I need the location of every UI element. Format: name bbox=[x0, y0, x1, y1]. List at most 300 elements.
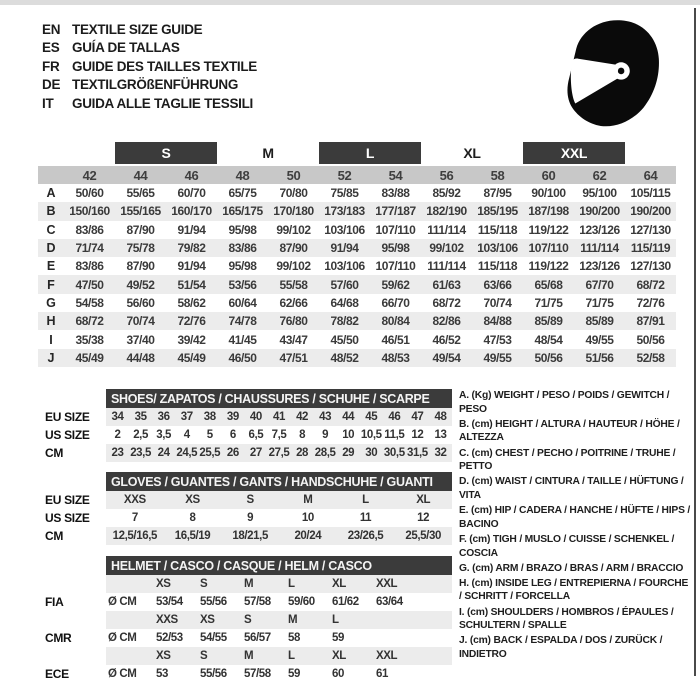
helmet-size: L bbox=[288, 650, 295, 662]
measurement-value: 68/72 bbox=[75, 314, 104, 329]
measurement-value: 91/94 bbox=[177, 222, 206, 237]
shoes-value: 8 bbox=[299, 429, 306, 441]
shoes-value: 24 bbox=[157, 447, 170, 459]
row-key: B bbox=[46, 204, 56, 219]
measurement-value: 119/122 bbox=[528, 259, 569, 274]
measurement-value: 45/49 bbox=[177, 350, 206, 365]
letter-size-xl: XL bbox=[463, 145, 481, 161]
shoes-row bbox=[106, 408, 452, 426]
gloves-value: 9 bbox=[247, 512, 254, 524]
measurement-value: 85/89 bbox=[585, 314, 614, 329]
helmet-value-row bbox=[106, 593, 452, 611]
measurement-value: 54/58 bbox=[75, 295, 104, 310]
helmet-value: 57/58 bbox=[244, 596, 271, 608]
gloves-value: 25,5/30 bbox=[405, 530, 441, 542]
measurement-value: 99/102 bbox=[276, 259, 311, 274]
measurement-value: 115/119 bbox=[630, 241, 671, 256]
helmet-value: 55/56 bbox=[200, 596, 227, 608]
letter-size-s: S bbox=[115, 142, 217, 164]
legend-item: D. (cm) WAIST / CINTURA / TAILLE / HÜFTUNG / VITA bbox=[459, 476, 684, 501]
measurement-value: 51/54 bbox=[177, 277, 206, 292]
measurement-value: 61/63 bbox=[432, 277, 461, 292]
shoes-value: 29 bbox=[342, 447, 355, 459]
measurement-value: 185/195 bbox=[477, 204, 518, 219]
measurement-value: 95/98 bbox=[228, 259, 257, 274]
shoes-value: 39 bbox=[226, 411, 239, 423]
measurement-value: 45/50 bbox=[330, 332, 359, 347]
measurement-value: 70/80 bbox=[279, 186, 308, 201]
measurement-value: 37/40 bbox=[126, 332, 155, 347]
numeric-size-row bbox=[38, 166, 676, 184]
helmet-value: 61 bbox=[376, 668, 388, 680]
helmet-value: 59/60 bbox=[288, 596, 315, 608]
measurement-value: 46/52 bbox=[432, 332, 461, 347]
helmet-unit: Ø CM bbox=[108, 596, 137, 608]
measurement-value: 83/86 bbox=[75, 259, 104, 274]
measurement-value: 187/198 bbox=[528, 204, 569, 219]
page-top-edge bbox=[0, 0, 700, 5]
gloves-value: XS bbox=[185, 494, 200, 506]
measurement-value: 99/102 bbox=[429, 241, 464, 256]
measurement-row-j bbox=[38, 349, 676, 367]
language-code: DE bbox=[42, 77, 61, 93]
helmet-size: XXL bbox=[376, 650, 398, 662]
helmet-size: XS bbox=[200, 614, 215, 626]
measurement-value: 84/88 bbox=[483, 314, 512, 329]
gloves-value: 7 bbox=[131, 512, 138, 524]
shoes-value: 41 bbox=[272, 411, 285, 423]
helmet-standard-label: ECE bbox=[45, 667, 69, 681]
measurement-value: 78/82 bbox=[330, 314, 359, 329]
helmet-size: M bbox=[244, 578, 254, 590]
row-key: E bbox=[46, 259, 56, 274]
gloves-section-title: GLOVES / GUANTES / GANTS / HANDSCHUHE / GUANTI bbox=[106, 472, 452, 491]
helmet-standard-label: FIA bbox=[45, 595, 64, 609]
measurement-row-f bbox=[38, 275, 676, 293]
numeric-size: 52 bbox=[337, 167, 352, 183]
numeric-size: 44 bbox=[133, 167, 148, 183]
helmet-size: XS bbox=[156, 650, 171, 662]
row-key: H bbox=[46, 314, 56, 329]
shoes-value: 6,5 bbox=[248, 429, 264, 441]
language-label: GUIDE DES TAILLES TEXTILE bbox=[72, 58, 258, 74]
legend-item: F. (cm) TIGH / MUSLO / CUISSE / SCHENKEL / COSCIA bbox=[459, 533, 675, 559]
gloves-table bbox=[106, 491, 452, 545]
measurement-value: 74/78 bbox=[228, 314, 257, 329]
measurement-value: 53/56 bbox=[228, 277, 257, 292]
legend-item: E. (cm) HIP / CADERA / HANCHE / HÜFTE / HIPS / BACINO bbox=[459, 505, 691, 530]
language-label: GUIDA ALLE TAGLIE TESSILI bbox=[72, 95, 253, 111]
helmet-value: 61/62 bbox=[332, 596, 359, 608]
gloves-row-labels bbox=[45, 491, 105, 545]
measurement-value: 177/187 bbox=[375, 204, 416, 219]
measurement-value: 115/118 bbox=[477, 222, 518, 237]
helmet-value-row bbox=[106, 665, 452, 683]
measurement-value: 107/110 bbox=[528, 241, 569, 256]
measurement-value: 87/91 bbox=[636, 314, 665, 329]
helmet-unit: Ø CM bbox=[108, 632, 137, 644]
measurement-value: 119/122 bbox=[528, 222, 569, 237]
shoes-label: CM bbox=[45, 446, 64, 460]
letter-size-l: L bbox=[319, 142, 421, 164]
shoes-label: EU SIZE bbox=[45, 410, 90, 424]
shoes-value: 27 bbox=[249, 447, 262, 459]
measurement-value: 70/74 bbox=[483, 295, 512, 310]
legend-item: G. (cm) ARM / BRAZO / BRAS / ARM / BRACCIO bbox=[459, 562, 684, 574]
helmet-size: XXL bbox=[376, 578, 398, 590]
row-key: G bbox=[46, 295, 56, 310]
measurement-value: 150/160 bbox=[69, 204, 110, 219]
shoes-value: 3,5 bbox=[156, 429, 172, 441]
measurement-value: 60/64 bbox=[228, 295, 257, 310]
shoes-label: US SIZE bbox=[45, 428, 90, 442]
shoes-value: 27,5 bbox=[268, 447, 290, 459]
helmet-value: 53/54 bbox=[156, 596, 183, 608]
shoes-value: 6 bbox=[229, 429, 236, 441]
language-row bbox=[42, 76, 257, 95]
letter-size-xxl: XXL bbox=[523, 142, 625, 164]
shoes-value: 43 bbox=[319, 411, 332, 423]
measurement-value: 58/62 bbox=[177, 295, 206, 310]
language-row bbox=[42, 57, 257, 76]
measurement-value: 49/54 bbox=[432, 350, 461, 365]
shoes-value: 4 bbox=[183, 429, 190, 441]
gloves-row bbox=[106, 509, 452, 527]
measurement-value: 115/118 bbox=[477, 259, 518, 274]
helmet-label-spacer bbox=[45, 575, 105, 593]
measurement-value: 47/50 bbox=[75, 277, 104, 292]
measurement-value: 71/75 bbox=[585, 295, 614, 310]
shoes-value: 5 bbox=[206, 429, 213, 441]
measurement-value: 87/95 bbox=[483, 186, 512, 201]
numeric-size: 54 bbox=[388, 167, 403, 183]
helmet-size-row bbox=[106, 647, 452, 665]
measurement-value: 99/102 bbox=[276, 222, 311, 237]
row-key: D bbox=[46, 241, 56, 256]
language-code: FR bbox=[42, 58, 60, 74]
measurement-value: 68/72 bbox=[432, 295, 461, 310]
measurement-value: 59/62 bbox=[381, 277, 410, 292]
shoes-value: 48 bbox=[434, 411, 447, 423]
measurement-value: 111/114 bbox=[427, 259, 466, 274]
shoes-value: 47 bbox=[411, 411, 424, 423]
measurement-row-e bbox=[38, 257, 676, 275]
measurement-value: 83/86 bbox=[75, 222, 104, 237]
measurement-value: 49/55 bbox=[585, 332, 614, 347]
shoes-row-labels bbox=[45, 408, 105, 462]
gloves-row bbox=[106, 491, 452, 509]
measurement-value: 49/52 bbox=[126, 277, 155, 292]
gloves-label: EU SIZE bbox=[45, 493, 90, 507]
shoes-value: 40 bbox=[249, 411, 262, 423]
letter-size-m: M bbox=[262, 145, 274, 161]
measurement-row-h bbox=[38, 312, 676, 330]
shoes-row bbox=[106, 426, 452, 444]
measurement-value: 49/55 bbox=[483, 350, 512, 365]
measurement-value: 95/98 bbox=[381, 241, 410, 256]
legend-item: J. (cm) BACK / ESPALDA / DOS / ZURÜCK / INDIETRO bbox=[459, 635, 663, 661]
measurement-value: 35/38 bbox=[75, 332, 104, 347]
measurement-value: 67/70 bbox=[585, 277, 614, 292]
language-code: ES bbox=[42, 40, 60, 56]
measurement-value: 95/100 bbox=[582, 186, 617, 201]
measurement-value: 47/53 bbox=[483, 332, 512, 347]
measurement-value: 65/75 bbox=[228, 186, 257, 201]
measurement-value: 105/115 bbox=[630, 186, 671, 201]
numeric-size: 58 bbox=[490, 167, 505, 183]
helmet-row-labels bbox=[45, 575, 105, 683]
measurement-value: 41/45 bbox=[228, 332, 257, 347]
shoes-value: 35 bbox=[134, 411, 147, 423]
gloves-value: L bbox=[362, 494, 369, 506]
measurement-value: 160/170 bbox=[171, 204, 212, 219]
gloves-value: M bbox=[303, 494, 313, 506]
shoes-section-title: SHOES/ ZAPATOS / CHAUSSURES / SCHUHE / SCARPE bbox=[106, 389, 452, 408]
shoes-value: 30 bbox=[365, 447, 378, 459]
measurement-value: 87/90 bbox=[126, 259, 155, 274]
measurement-value: 71/75 bbox=[534, 295, 563, 310]
measurement-value: 71/74 bbox=[75, 241, 104, 256]
measurement-value: 83/88 bbox=[381, 186, 410, 201]
measurement-value: 48/53 bbox=[381, 350, 410, 365]
gloves-value: XL bbox=[416, 494, 431, 506]
shoes-value: 31,5 bbox=[406, 447, 428, 459]
measurement-value: 51/56 bbox=[585, 350, 614, 365]
helmet-size: S bbox=[200, 650, 208, 662]
measurement-value: 43/47 bbox=[279, 332, 308, 347]
measurement-value: 75/85 bbox=[330, 186, 359, 201]
measurement-legend bbox=[459, 389, 693, 663]
measurement-value: 111/114 bbox=[580, 241, 619, 256]
measurement-value: 190/200 bbox=[630, 204, 671, 219]
shoes-value: 25,5 bbox=[199, 447, 221, 459]
gloves-value: S bbox=[246, 494, 254, 506]
row-key: C bbox=[46, 222, 56, 237]
measurement-value: 46/50 bbox=[228, 350, 257, 365]
shoes-value: 30,5 bbox=[383, 447, 405, 459]
measurement-value: 50/56 bbox=[534, 350, 563, 365]
row-key: A bbox=[46, 186, 56, 201]
measurement-value: 66/70 bbox=[381, 295, 410, 310]
shoes-value: 46 bbox=[388, 411, 401, 423]
helmet-value: 53 bbox=[156, 668, 168, 680]
shoes-value: 44 bbox=[342, 411, 355, 423]
measurement-value: 155/165 bbox=[120, 204, 161, 219]
gloves-value: 12 bbox=[417, 512, 430, 524]
measurement-value: 79/82 bbox=[177, 241, 206, 256]
measurement-value: 50/56 bbox=[636, 332, 665, 347]
row-key: I bbox=[49, 332, 53, 347]
helmet-value: 60 bbox=[332, 668, 344, 680]
language-row bbox=[42, 94, 257, 113]
language-row bbox=[42, 39, 257, 58]
measurement-value: 48/54 bbox=[534, 332, 563, 347]
measurement-value: 60/70 bbox=[177, 186, 206, 201]
measurement-value: 65/68 bbox=[534, 277, 563, 292]
helmet-size-row bbox=[106, 575, 452, 593]
helmet-table bbox=[106, 575, 452, 683]
measurement-value: 85/89 bbox=[534, 314, 563, 329]
shoes-value: 28,5 bbox=[314, 447, 336, 459]
textile-size-table bbox=[38, 142, 676, 367]
gloves-value: 16,5/19 bbox=[174, 530, 211, 542]
helmet-size: M bbox=[288, 614, 298, 626]
helmet-section-title: HELMET / CASCO / CASQUE / HELM / CASCO bbox=[106, 556, 452, 575]
shoes-value: 13 bbox=[434, 429, 447, 441]
helmet-size-row bbox=[106, 611, 452, 629]
measurement-value: 39/42 bbox=[177, 332, 206, 347]
measurement-row-a bbox=[38, 184, 676, 202]
helmet-size: S bbox=[244, 614, 252, 626]
helmet-value: 63/64 bbox=[376, 596, 403, 608]
measurement-value: 82/86 bbox=[432, 314, 461, 329]
language-label: TEXTILE SIZE GUIDE bbox=[72, 21, 203, 37]
measurement-value: 123/126 bbox=[579, 259, 620, 274]
measurement-value: 56/60 bbox=[126, 295, 155, 310]
numeric-size: 62 bbox=[592, 167, 607, 183]
helmet-value: 56/57 bbox=[244, 632, 271, 644]
shoes-row bbox=[106, 444, 452, 462]
measurement-value: 165/175 bbox=[222, 204, 263, 219]
measurement-value: 182/190 bbox=[426, 204, 467, 219]
measurement-value: 91/94 bbox=[177, 259, 206, 274]
helmet-value: 55/56 bbox=[200, 668, 227, 680]
measurement-value: 190/200 bbox=[579, 204, 620, 219]
legend-item: A. (Kg) WEIGHT / PESO / POIDS / GEWITCH / PESO bbox=[459, 390, 670, 415]
helmet-size: XS bbox=[156, 578, 171, 590]
measurement-value: 170/180 bbox=[273, 204, 314, 219]
legend-item: B. (cm) HEIGHT / ALTURA / HAUTEUR / HÖHE / ALTEZZA bbox=[459, 418, 680, 444]
numeric-size: 50 bbox=[286, 167, 301, 183]
measurement-value: 72/76 bbox=[177, 314, 206, 329]
measurement-value: 123/126 bbox=[579, 222, 620, 237]
measurement-value: 55/65 bbox=[126, 186, 155, 201]
helmet-size: L bbox=[332, 614, 339, 626]
numeric-size: 60 bbox=[541, 167, 556, 183]
measurement-row-d bbox=[38, 239, 676, 257]
legend-item: I. (cm) SHOULDERS / HOMBROS / ÉPAULES / SCHULTERN / SPALLE bbox=[459, 606, 674, 632]
helmet-standard-label: CMR bbox=[45, 631, 72, 645]
helmet-unit: Ø CM bbox=[108, 668, 137, 680]
helmet-value: 59 bbox=[332, 632, 344, 644]
language-row bbox=[42, 20, 257, 39]
row-key: F bbox=[47, 277, 55, 292]
helmet-value: 52/53 bbox=[156, 632, 183, 644]
measurement-value: 173/183 bbox=[324, 204, 365, 219]
measurement-value: 52/58 bbox=[636, 350, 665, 365]
measurement-value: 44/48 bbox=[126, 350, 155, 365]
numeric-size: 48 bbox=[235, 167, 250, 183]
shoes-value: 2 bbox=[114, 429, 121, 441]
shoes-value: 23,5 bbox=[130, 447, 151, 459]
measurement-value: 127/130 bbox=[630, 259, 671, 274]
measurement-value: 64/68 bbox=[330, 295, 359, 310]
language-list bbox=[42, 20, 257, 113]
helmet-size: XXS bbox=[156, 614, 178, 626]
numeric-size: 64 bbox=[643, 167, 658, 183]
language-code: IT bbox=[42, 95, 54, 111]
measurement-value: 47/51 bbox=[279, 350, 308, 365]
shoes-value: 32 bbox=[434, 447, 447, 459]
measurement-row-c bbox=[38, 221, 676, 239]
measurement-value: 107/110 bbox=[375, 222, 416, 237]
row-key: J bbox=[47, 350, 55, 365]
measurement-value: 45/49 bbox=[75, 350, 104, 365]
numeric-size: 46 bbox=[184, 167, 199, 183]
helmet-value: 59 bbox=[288, 668, 300, 680]
measurement-row-g bbox=[38, 294, 676, 312]
gloves-value: 8 bbox=[189, 512, 196, 524]
gloves-value: 20/24 bbox=[294, 530, 322, 542]
measurement-value: 111/114 bbox=[427, 222, 466, 237]
measurement-value: 50/60 bbox=[75, 186, 104, 201]
gloves-label: US SIZE bbox=[45, 511, 90, 525]
helmet-size: XL bbox=[332, 650, 346, 662]
language-code: EN bbox=[42, 21, 61, 37]
measurement-value: 87/90 bbox=[279, 241, 308, 256]
helmet-size: L bbox=[288, 578, 295, 590]
measurement-row-b bbox=[38, 202, 676, 220]
measurement-value: 83/86 bbox=[228, 241, 257, 256]
numeric-size: 42 bbox=[82, 167, 97, 183]
measurement-value: 72/76 bbox=[636, 295, 665, 310]
shoes-value: 45 bbox=[365, 411, 378, 423]
measurement-value: 103/106 bbox=[477, 241, 518, 256]
gloves-value: 12,5/16,5 bbox=[112, 530, 158, 542]
helmet-value: 57/58 bbox=[244, 668, 271, 680]
measurement-value: 48/52 bbox=[330, 350, 359, 365]
shoes-value: 11,5 bbox=[384, 429, 405, 441]
shoes-value: 36 bbox=[157, 411, 170, 423]
measurement-value: 127/130 bbox=[630, 222, 671, 237]
letter-size-row bbox=[38, 142, 676, 164]
measurement-row-i bbox=[38, 330, 676, 348]
shoes-value: 10 bbox=[342, 429, 355, 441]
measurement-value: 95/98 bbox=[228, 222, 257, 237]
shoes-value: 2,5 bbox=[133, 429, 148, 441]
measurement-value: 62/66 bbox=[279, 295, 308, 310]
legend-item: C. (cm) CHEST / PECHO / POITRINE / TRUHE / PETTO bbox=[459, 447, 676, 473]
shoes-value: 28 bbox=[296, 447, 309, 459]
shoes-value: 42 bbox=[296, 411, 309, 423]
shoes-table bbox=[106, 408, 452, 462]
shoes-value: 9 bbox=[322, 429, 329, 441]
gloves-value: 11 bbox=[359, 512, 372, 524]
legend-item: H. (cm) INSIDE LEG / ENTREPIERNA / FOURCHE / SCHRITT / FORCELLA bbox=[459, 577, 689, 603]
helmet-label-spacer bbox=[45, 611, 105, 629]
measurement-value: 87/90 bbox=[126, 222, 155, 237]
measurement-value: 63/66 bbox=[483, 277, 512, 292]
gloves-value: 18/21,5 bbox=[232, 530, 268, 542]
measurement-value: 46/51 bbox=[381, 332, 410, 347]
language-label: TEXTILGRÖßENFÜHRUNG bbox=[72, 77, 239, 93]
shoes-value: 7,5 bbox=[271, 429, 287, 441]
shoes-value: 24,5 bbox=[176, 447, 198, 459]
measurement-value: 76/80 bbox=[279, 314, 308, 329]
shoes-value: 26 bbox=[226, 447, 239, 459]
measurement-value: 70/74 bbox=[126, 314, 155, 329]
shoes-value: 12 bbox=[411, 429, 424, 441]
page-right-edge bbox=[694, 8, 696, 676]
helmet-icon bbox=[566, 20, 662, 128]
measurement-value: 75/78 bbox=[126, 241, 155, 256]
measurement-value: 103/106 bbox=[324, 222, 365, 237]
shoes-value: 34 bbox=[111, 411, 124, 423]
measurement-value: 68/72 bbox=[636, 277, 665, 292]
measurement-value: 85/92 bbox=[432, 186, 461, 201]
language-label: GUÍA DE TALLAS bbox=[72, 40, 180, 56]
numeric-size: 56 bbox=[439, 167, 454, 183]
